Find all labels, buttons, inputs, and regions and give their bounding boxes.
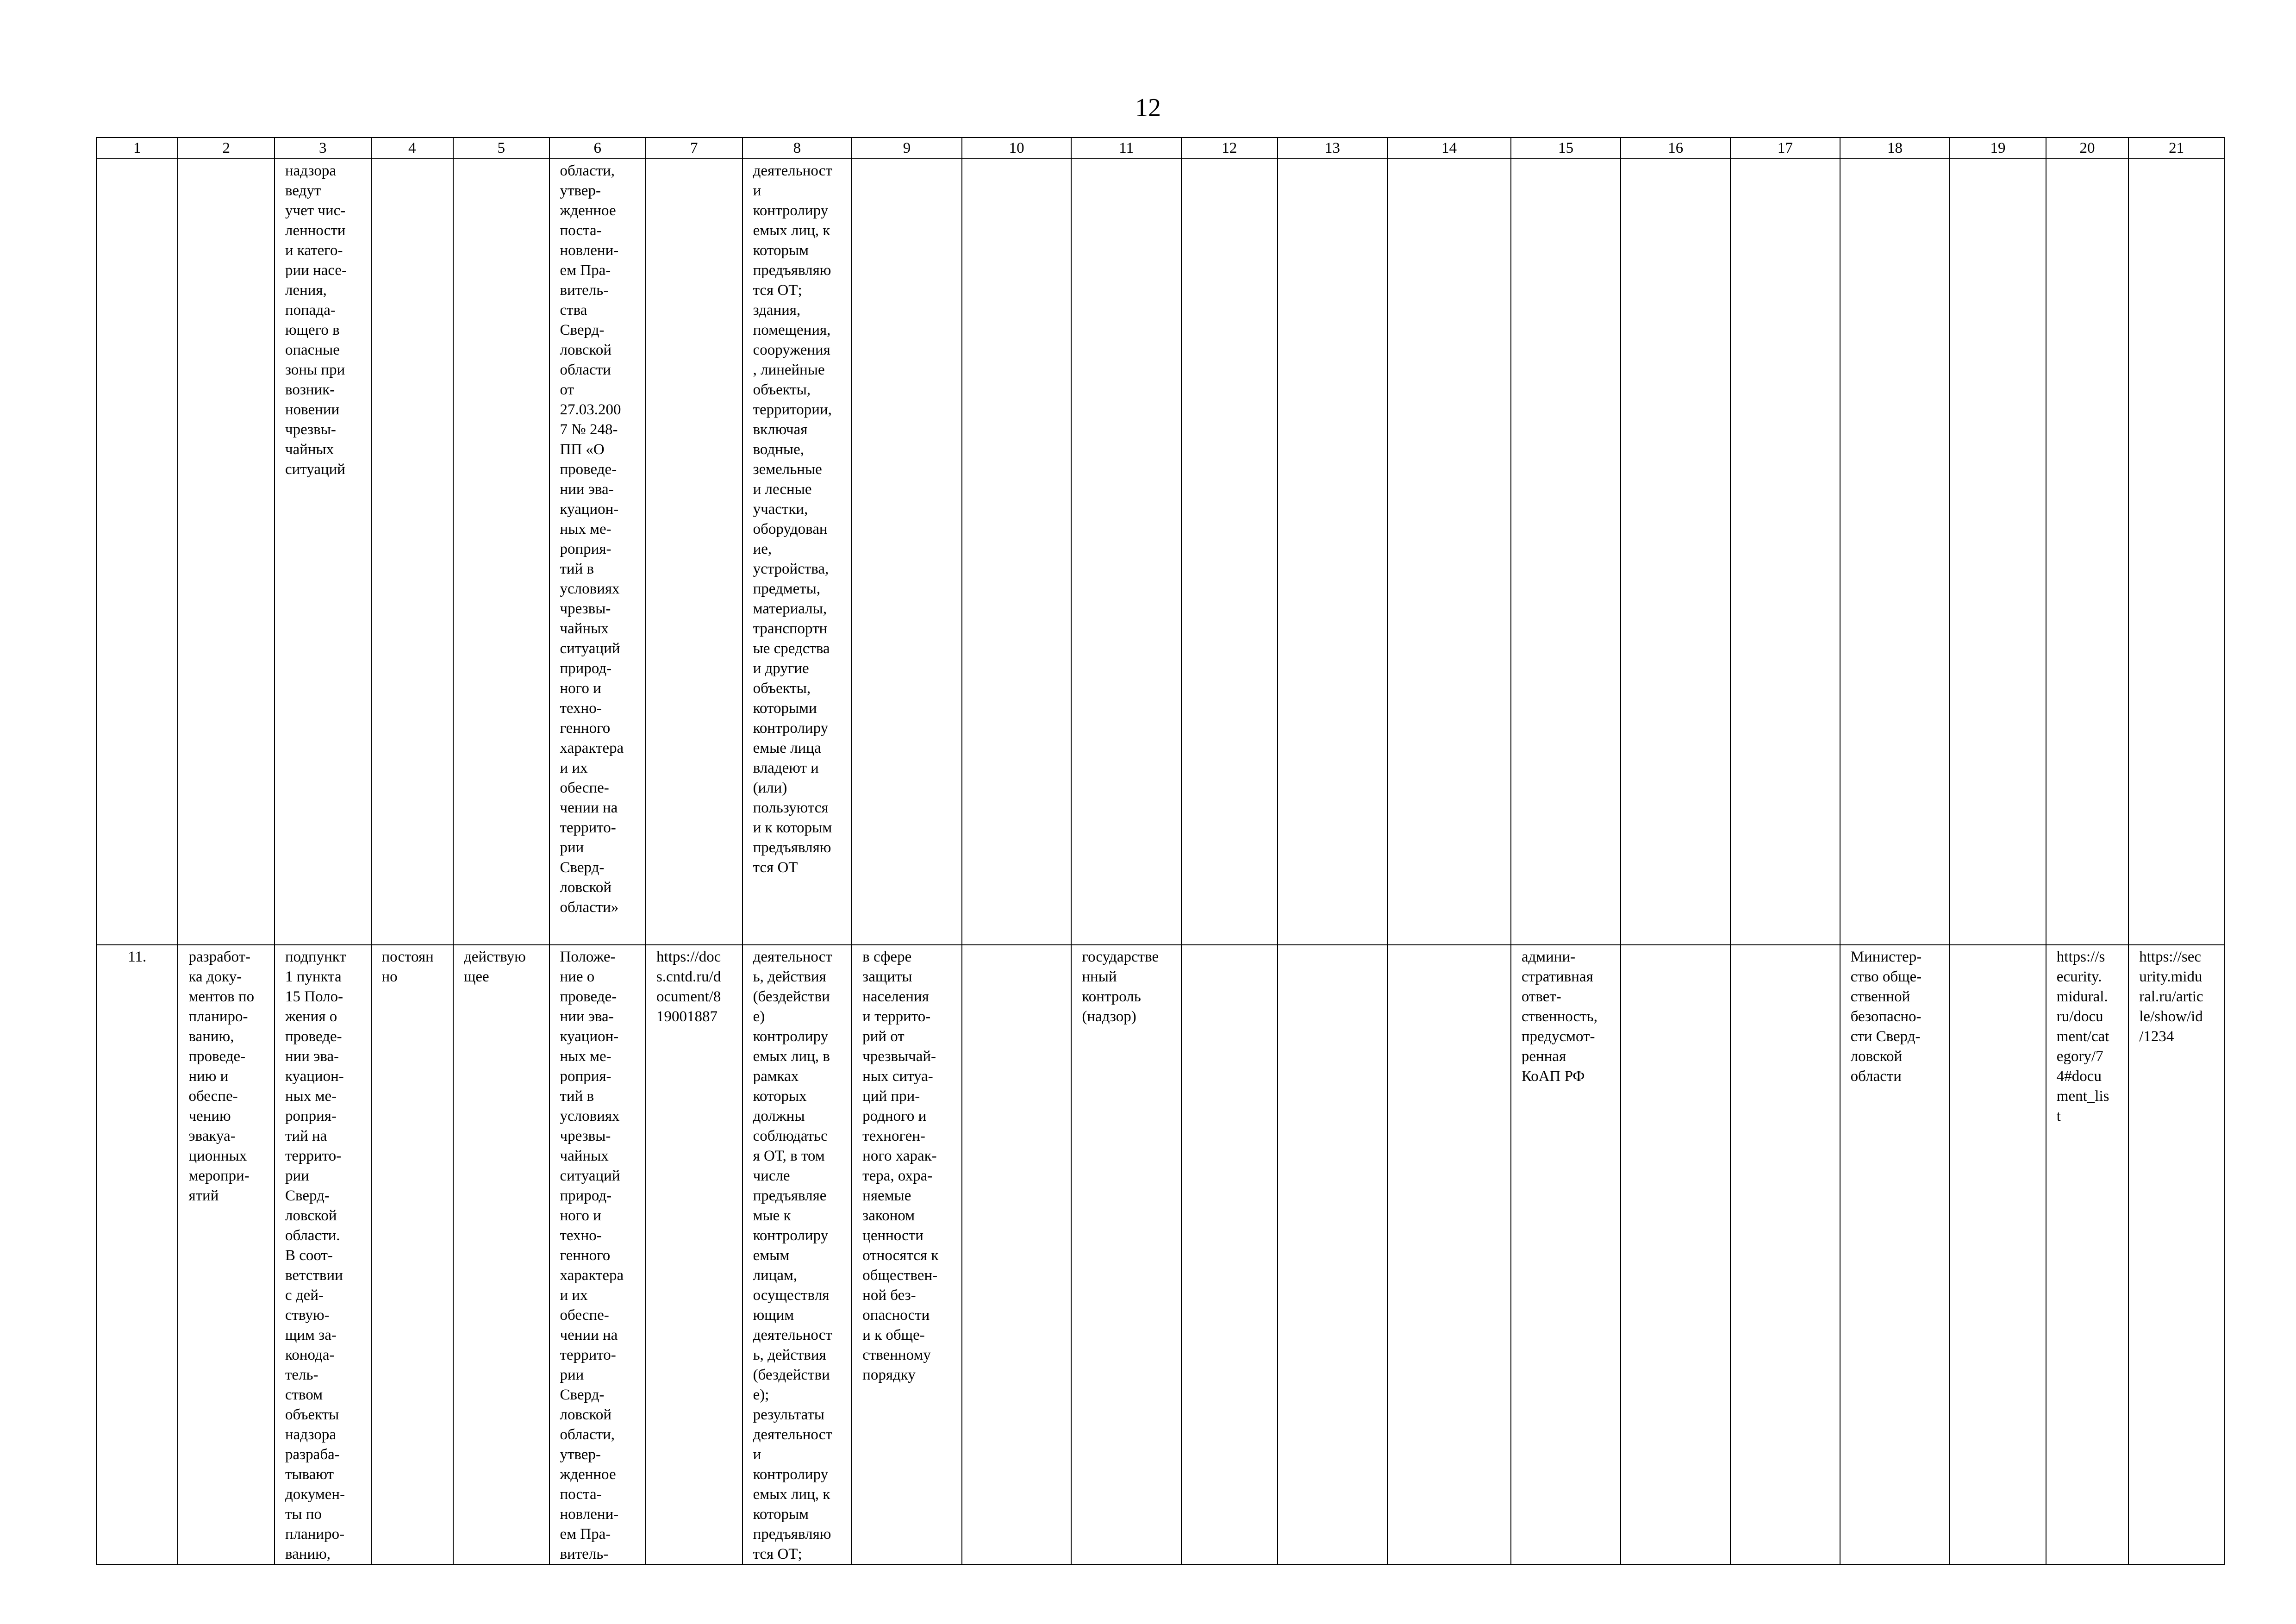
table-cell: https://s ecurity. midural. ru/docu ment/cat egory/7 4#docu ment_lis t [2046,945,2128,1565]
column-header: 13 [1278,137,1388,159]
table-cell: надзора ведут учет чис- ленности и катего- рии насе- ления, попада- ющего в опасные зоны при возник- новении чрезвы- чайных ситуаций [275,159,371,945]
column-header: 5 [453,137,549,159]
table-cell: деятельност и контролиру емых лиц, к которым предъявляю тся ОТ; здания, помещения, сооружения , линейные объекты, территории, включая водные, земельные и лесные участки, оборудован ие, устройства, предметы, материалы, транспортн ые средства и другие объекты, которыми контролиру емые лица владеют и (или) пользуются и к которым предъявляю тся ОТ [742,159,852,945]
column-header: 4 [371,137,453,159]
table-cell: https://sec urity.midu ral.ru/artic le/show/id /1234 [2128,945,2224,1565]
table-cell [646,159,742,945]
column-header: 15 [1511,137,1621,159]
table-cell [371,159,453,945]
table-cell: Положе- ние о проведе- нии эва- куацион- ных ме- роприя- тий в условиях чрезвы- чайных ситуаций природ- ного и техно- генного характера и их обеспе- чении на террито- рии Сверд- ловской области, утвер- жденное поста- новлени- ем Пра- витель- [549,945,646,1565]
column-header: 12 [1181,137,1278,159]
table-cell [1278,945,1388,1565]
table-cell [1181,159,1278,945]
table-cell [1511,159,1621,945]
table-row [96,159,2224,945]
table-cell [1071,159,1181,945]
column-header: 14 [1387,137,1511,159]
table-cell [1181,945,1278,1565]
column-header: 16 [1621,137,1730,159]
table-cell [1387,945,1511,1565]
table-cell: подпункт 1 пункта 15 Поло- жения о проведе- нии эва- куацион- ных ме- роприя- тий на террито- рии Сверд- ловской области. В соот- ветствии с дей- ствую- щим за- конода- тель- ством объекты надзора разраба- тывают докумен- ты по планиро- ванию, [275,945,371,1565]
table-cell [962,159,1072,945]
table-cell [96,159,178,945]
table-cell [1278,159,1388,945]
column-header: 1 [96,137,178,159]
page-number: 12 [1135,94,1161,122]
table-row [96,945,2224,1565]
column-header: 10 [962,137,1072,159]
table-cell: админи- стративная ответ- ственность, предусмот- ренная КоАП РФ [1511,945,1621,1565]
column-header: 6 [549,137,646,159]
column-header: 8 [742,137,852,159]
table-cell: Министер- ство обще- ственной безопасно- сти Сверд- ловской области [1840,945,1950,1565]
table-cell: государстве нный контроль (надзор) [1071,945,1181,1565]
table-cell: в сфере защиты населения и террито- рий от чрезвычай- ных ситуа- ций при- родного и техноген- ного харак- тера, охра- няемые законом ценности относятся к обществен- ной без- опасности и к обще- ственному порядку [852,945,962,1565]
table-cell [1730,945,1840,1565]
regulation-table [96,137,2225,1565]
column-header: 11 [1071,137,1181,159]
column-header: 20 [2046,137,2128,159]
table-cell [1621,159,1730,945]
table-cell: постоян но [371,945,453,1565]
table-cell [1950,945,2046,1565]
table-cell: деятельност ь, действия (бездействи е) контролиру емых лиц, в рамках которых должны соблюдатьс я ОТ, в том числе предъявляе мые к контролиру емым лицам, осуществля ющим деятельност ь, действия (бездействи е); результаты деятельност и контролиру емых лиц, к которым предъявляю тся ОТ; [742,945,852,1565]
column-header: 21 [2128,137,2224,159]
column-header: 2 [178,137,275,159]
table-cell [178,159,275,945]
table-cell: действую щее [453,945,549,1565]
table-cell: разработ- ка доку- ментов по планиро- ванию, проведе- нию и обеспе- чению эвакуа- ционных меропри- ятий [178,945,275,1565]
table-cell: https://doc s.cntd.ru/d ocument/8 19001887 [646,945,742,1565]
column-number-row [96,137,2224,159]
column-header: 7 [646,137,742,159]
table-cell: области, утвер- жденное поста- новлени- ем Пра- витель- ства Сверд- ловской области от 27.03.200 7 № 248- ПП «О проведе- нии эва- куацион- ных ме- роприя- тий в условиях чрезвы- чайных ситуаций природ- ного и техно- генного характера и их обеспе- чении на террито- рии Сверд- ловской области» [549,159,646,945]
table-cell [1621,945,1730,1565]
column-header: 3 [275,137,371,159]
column-header: 19 [1950,137,2046,159]
table-cell [2128,159,2224,945]
table-cell [852,159,962,945]
table-cell [1730,159,1840,945]
table-cell [453,159,549,945]
column-header: 18 [1840,137,1950,159]
table-cell [1840,159,1950,945]
table-cell [1950,159,2046,945]
table-cell [1387,159,1511,945]
table-cell [2046,159,2128,945]
row-number-cell: 11. [96,945,178,1565]
column-header: 9 [852,137,962,159]
table-cell [962,945,1072,1565]
column-header: 17 [1730,137,1840,159]
